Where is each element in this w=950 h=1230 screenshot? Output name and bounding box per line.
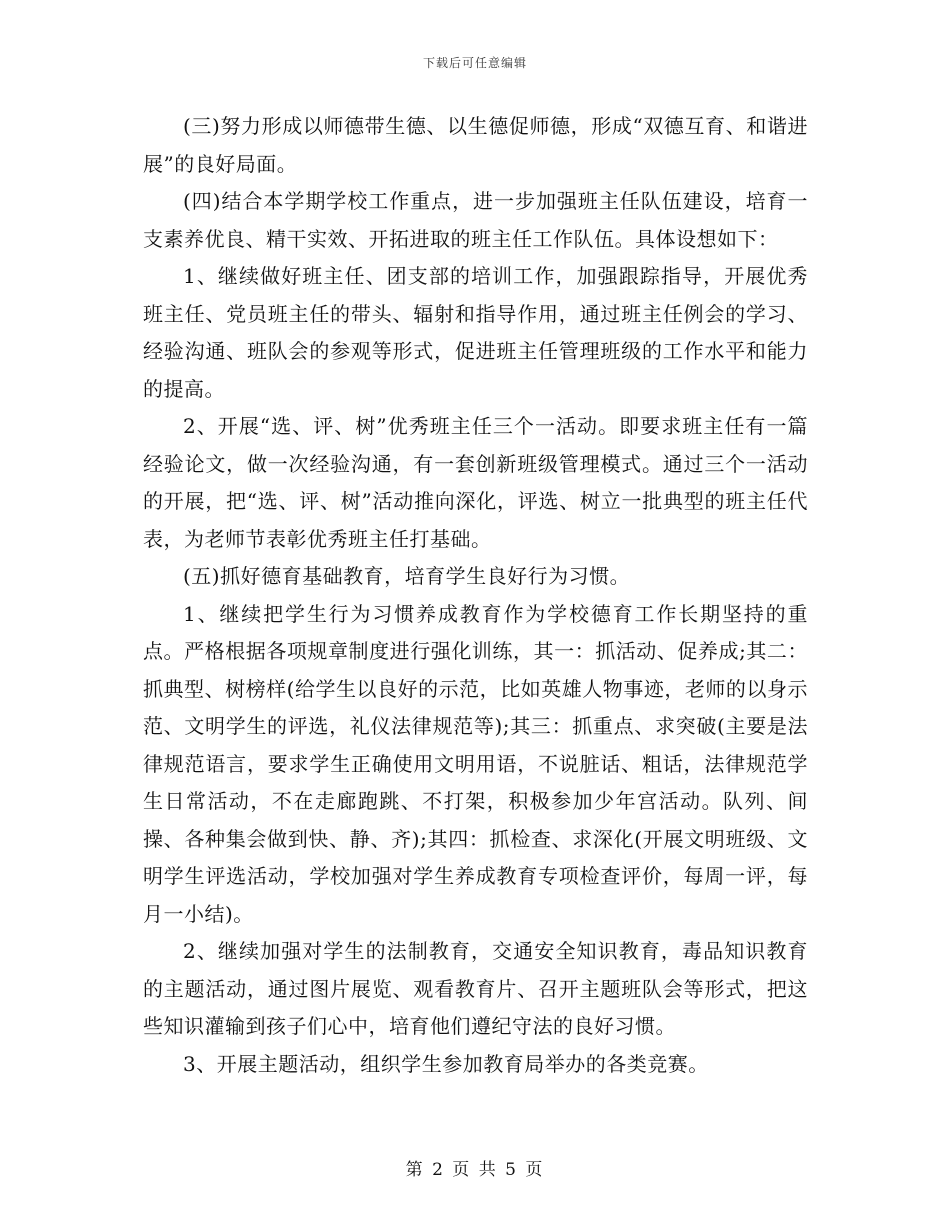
document-body	[143, 108, 808, 1083]
paragraph-item-4-1: 1、继续做好班主任、团支部的培训工作，加强跟踪指导，开展优秀班主任、党员班主任的带头、辐射和指导作用，通过班主任例会的学习、经验沟通、班队会的参观等形式，促进班主任管理班级的工作水平和能力的提高。	[143, 264, 808, 401]
paragraph-item-5-3: 3、开展主题活动，组织学生参加教育局举办的各类竞赛。	[183, 1051, 709, 1076]
paragraph-section-5: (五)抓好德育基础教育，培育学生良好行为习惯。	[183, 564, 631, 588]
page-number-footer: 第 2 页 共 5 页	[405, 1160, 545, 1180]
paragraph-section-3: (三)努力形成以师德带生德、以生德促师德，形成“双德互育、和谐进展”的良好局面。	[143, 114, 808, 176]
paragraph-item-4-2: 2、开展“选、评、树”优秀班主任三个一活动。即要求班主任有一篇经验论文，做一次经验沟通，有一套创新班级管理模式。通过三个一活动的开展，把“选、评、树”活动推向深化，评选、树立一批典型的班主任代表，为老师节表彰优秀班主任打基础。	[143, 414, 808, 551]
paragraph-section-4: (四)结合本学期学校工作重点，进一步加强班主任队伍建设，培育一支素养优良、精干实效、开拓进取的班主任工作队伍。具体设想如下：	[143, 189, 808, 251]
paragraph-item-5-2: 2、继续加强对学生的法制教育，交通安全知识教育，毒品知识教育的主题活动，通过图片展览、观看教育片、召开主题班队会等形式，把这些知识灌输到孩子们心中，培育他们遵纪守法的良好习惯。	[143, 939, 808, 1038]
paragraph-item-5-1: 1、继续把学生行为习惯养成教育作为学校德育工作长期坚持的重点。严格根据各项规章制度进行强化训练，其一：抓活动、促养成;其二：抓典型、树榜样(给学生以良好的示范，比如英雄人物事迹，老师的以身示范、文明学生的评选，礼仪法律规范等);其三：抓重点、求突破(主要是法律规范语言，要求学生正确使用文明用语，不说脏话、粗话，法律规范学生日常活动，不在走廊跑跳、不打架，积极参加少年宫活动。队列、间操、各种集会做到快、静、齐);其四：抓检查、求深化(开展文明班级、文明学生评选活动，学校加强对学生养成教育专项检查评价，每周一评，每月一小结)。	[143, 601, 808, 926]
header-note: 下载后可任意编辑	[422, 56, 527, 70]
